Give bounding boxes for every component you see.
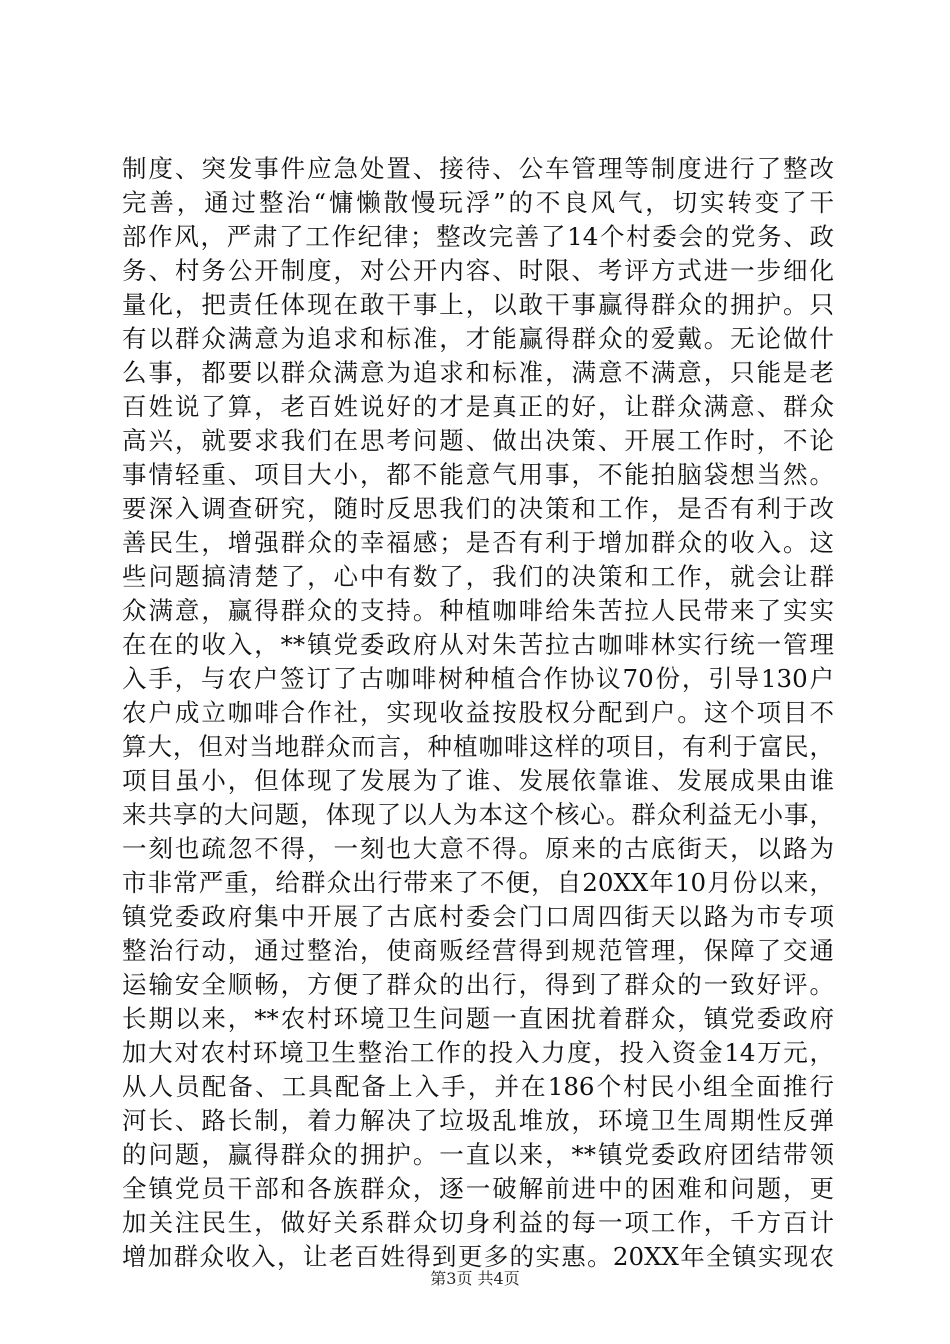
text-line: 么事，都要以群众满意为追求和标准，满意不满意，只能是老 [122, 358, 834, 387]
text-line: 事情轻重、项目大小，都不能意气用事，不能拍脑袋想当然。 [122, 460, 834, 489]
text-line: 加大对农村环境卫生整治工作的投入力度，投入资金14万元， [122, 1038, 834, 1067]
text-line: 量化，把责任体现在敢干事上，以敢干事赢得群众的拥护。只 [122, 290, 834, 319]
text-line: 高兴，就要求我们在思考问题、做出决策、开展工作时，不论 [122, 426, 834, 455]
text-line: 务、村务公开制度，对公开内容、时限、考评方式进一步细化 [122, 256, 834, 285]
text-line: 算大，但对当地群众而言，种植咖啡这样的项目，有利于富民， [122, 732, 834, 761]
text-line: 增加群众收入，让老百姓得到更多的实惠。20XX年全镇实现农 [122, 1242, 834, 1271]
text-line: 的问题，赢得群众的拥护。一直以来，**镇党委政府团结带领 [122, 1140, 834, 1169]
text-line: 有以群众满意为追求和标准，才能赢得群众的爱戴。无论做什 [122, 324, 834, 353]
text-line: 部作风，严肃了工作纪律；整改完善了14个村委会的党务、政 [122, 222, 834, 251]
text-line: 从人员配备、工具配备上入手，并在186个村民小组全面推行 [122, 1072, 834, 1101]
document-body [122, 152, 834, 1274]
text-line: 制度、突发事件应急处置、接待、公车管理等制度进行了整改 [122, 154, 834, 183]
text-line: 要深入调查研究，随时反思我们的决策和工作，是否有利于改 [122, 494, 834, 523]
text-line: 市非常严重，给群众出行带来了不便，自20XX年10月份以来， [122, 868, 834, 897]
text-line: 善民生，增强群众的幸福感；是否有利于增加群众的收入。这 [122, 528, 834, 557]
page-number: 第3页 共4页 [430, 1269, 520, 1288]
text-line: 在在的收入，**镇党委政府从对朱苦拉古咖啡林实行统一管理 [122, 630, 834, 659]
text-line: 完善，通过整治“慵懒散慢玩浮”的不良风气，切实转变了干 [122, 188, 834, 217]
text-line: 来共享的大问题，体现了以人为本这个核心。群众利益无小事， [122, 800, 834, 829]
text-line: 项目虽小，但体现了发展为了谁、发展依靠谁、发展成果由谁 [122, 766, 834, 795]
text-line: 农户成立咖啡合作社，实现收益按股权分配到户。这个项目不 [122, 698, 834, 727]
text-line: 入手，与农户签订了古咖啡树种植合作协议70份，引导130户 [122, 664, 834, 693]
text-line: 全镇党员干部和各族群众，逐一破解前进中的困难和问题，更 [122, 1174, 834, 1203]
text-line: 长期以来，**农村环境卫生问题一直困扰着群众，镇党委政府 [122, 1004, 834, 1033]
text-line: 一刻也疏忽不得，一刻也大意不得。原来的古底街天，以路为 [122, 834, 834, 863]
text-line: 运输安全顺畅，方便了群众的出行，得到了群众的一致好评。 [122, 970, 834, 999]
text-line: 镇党委政府集中开展了古底村委会门口周四街天以路为市专项 [122, 902, 834, 931]
text-line: 整治行动，通过整治，使商贩经营得到规范管理，保障了交通 [122, 936, 834, 965]
text-line: 些问题搞清楚了，心中有数了，我们的决策和工作，就会让群 [122, 562, 834, 591]
text-line: 加关注民生，做好关系群众切身利益的每一项工作，千方百计 [122, 1208, 834, 1237]
text-line: 众满意，赢得群众的支持。种植咖啡给朱苦拉人民带来了实实 [122, 596, 834, 625]
text-line: 河长、路长制，着力解决了垃圾乱堆放，环境卫生周期性反弹 [122, 1106, 834, 1135]
text-line: 百姓说了算，老百姓说好的才是真正的好，让群众满意、群众 [122, 392, 834, 421]
